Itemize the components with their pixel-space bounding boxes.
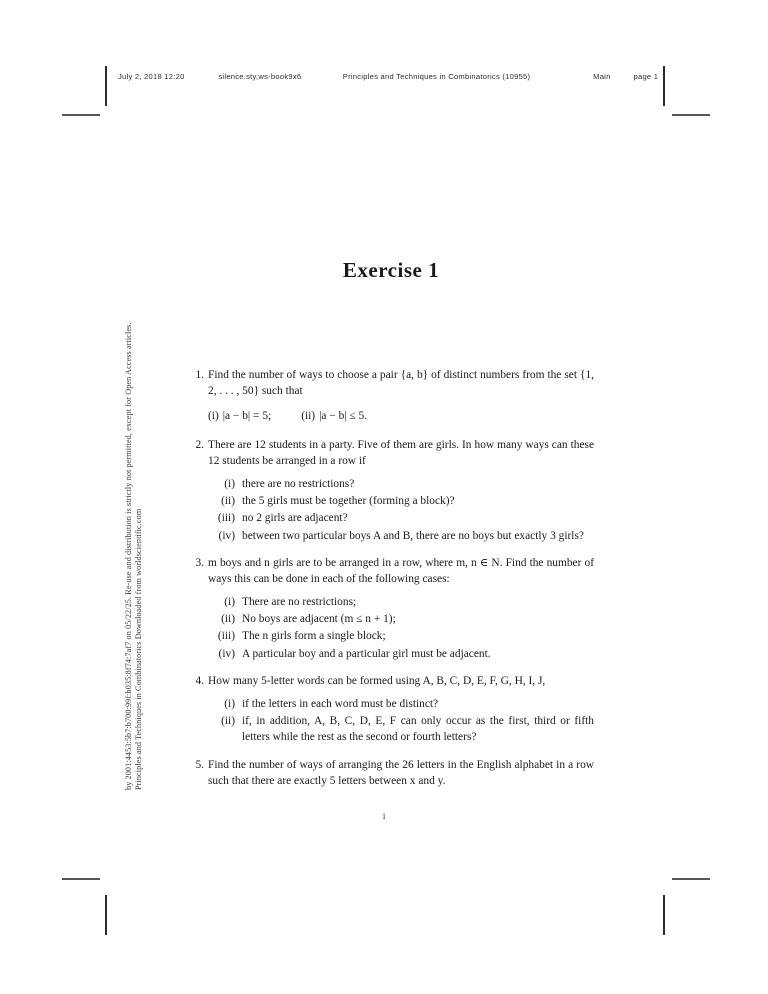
subpart-marker: (iii) xyxy=(217,512,235,525)
side-notice-line-1: Principles and Techniques in Combinatorics Downloaded from worldscientific.com xyxy=(134,508,143,790)
subpart-text: no 2 girls are adjacent? xyxy=(242,512,348,525)
header-section: Main xyxy=(593,72,611,81)
subpart-marker: (iv) xyxy=(218,529,235,542)
crop-mark-bottom-right-horizontal xyxy=(672,878,710,880)
header-date: July 2, 2018 12:20 xyxy=(118,72,185,81)
side-download-notice xyxy=(0,0,143,790)
crop-mark-top-left-horizontal xyxy=(62,114,100,116)
header-style-file: silence.sty,ws-book9x6 xyxy=(218,72,302,81)
problem-subpart-list xyxy=(208,408,594,425)
subpart-marker: (i) xyxy=(224,596,235,609)
crop-mark-top-right-vertical xyxy=(663,66,665,106)
problem-subpart xyxy=(301,408,367,424)
problem-number: 2. xyxy=(195,438,204,451)
subpart-marker: (ii) xyxy=(301,410,316,423)
subpart-marker: (ii) xyxy=(221,715,235,728)
problem-subpart-list xyxy=(208,476,594,544)
problem-item xyxy=(188,555,594,662)
subpart-text: There are no restrictions; xyxy=(242,596,357,609)
problem-list xyxy=(188,367,594,789)
subpart-text: A particular boy and a particular girl must be adjacent. xyxy=(242,647,491,660)
problem-subpart xyxy=(208,628,594,644)
problem-subpart xyxy=(208,510,594,526)
problem-subpart xyxy=(208,493,594,509)
subpart-text: No boys are adjacent (m ≤ n + 1); xyxy=(242,613,396,626)
problem-number: 4. xyxy=(195,674,204,687)
problem-subpart xyxy=(208,476,594,492)
subpart-text: |a − b| = 5; xyxy=(222,410,272,423)
subpart-marker: (ii) xyxy=(221,613,235,626)
problem-item xyxy=(188,673,594,746)
subpart-text: if, in addition, A, B, C, D, E, F can only occur as the first, third or fifth letters while the rest as the second or fourth letters? xyxy=(242,715,594,744)
subpart-marker: (iii) xyxy=(217,630,235,643)
problem-subpart xyxy=(208,713,594,745)
problem-number: 3. xyxy=(195,556,204,569)
problem-subpart xyxy=(208,528,594,544)
crop-mark-top-left-vertical xyxy=(105,66,107,106)
problem-number: 5. xyxy=(195,758,204,771)
side-notice-line-2: by 2001:4453:5b7:b700:99f:b035:8f74:7af7 on 05/22/25. Re-use and distribution is strictly not permitted, except for Open Access articles. xyxy=(124,322,133,790)
problem-subpart xyxy=(208,408,271,424)
page-title: Exercise 1 xyxy=(342,258,440,282)
subpart-marker: (iv) xyxy=(218,647,235,660)
running-header xyxy=(118,72,658,81)
problem-subpart xyxy=(208,594,594,610)
subpart-text: The n girls form a single block; xyxy=(242,630,386,643)
problem-subpart xyxy=(208,646,594,662)
problem-stem: Find the number of ways of arranging the 26 letters in the English alphabet in a row such that there are exactly 5 letters between x and y. xyxy=(208,758,594,787)
subpart-text: |a − b| ≤ 5. xyxy=(319,410,368,423)
problem-stem: m boys and n girls are to be arranged in a row, where m, n ∈ N. Find the number of ways this can be done in each of the following cases: xyxy=(208,556,594,585)
crop-mark-bottom-right-vertical xyxy=(663,895,665,935)
header-page-label: page 1 xyxy=(633,72,659,81)
problem-subpart xyxy=(208,611,594,627)
problem-stem: There are 12 students in a party. Five of them are girls. In how many ways can these 12 students be arranged in a row if xyxy=(208,438,594,467)
subpart-marker: (ii) xyxy=(221,495,235,508)
subpart-marker: (i) xyxy=(224,698,235,710)
crop-mark-top-right-horizontal xyxy=(672,114,710,116)
subpart-marker: (i) xyxy=(208,410,219,423)
problem-item xyxy=(188,367,594,426)
subpart-text: there are no restrictions? xyxy=(242,477,355,490)
problem-item xyxy=(188,757,594,789)
subpart-marker: (i) xyxy=(224,477,235,490)
problem-number: 1. xyxy=(195,369,204,381)
crop-mark-bottom-left-vertical xyxy=(105,895,107,935)
crop-mark-bottom-left-horizontal xyxy=(62,878,100,880)
problem-subpart xyxy=(208,696,594,712)
problem-subpart-list xyxy=(208,696,594,746)
header-book-title: Principles and Techniques in Combinatorics (10955) xyxy=(342,72,531,81)
page-body xyxy=(188,258,594,800)
subpart-text: between two particular boys A and B, there are no boys but exactly 3 girls? xyxy=(242,529,584,542)
problem-stem: How many 5-letter words can be formed using A, B, C, D, E, F, G, H, I, J, xyxy=(208,674,546,687)
problem-stem: Find the number of ways to choose a pair {a, b} of distinct numbers from the set {1, 2, . . . , 50} such that xyxy=(208,369,594,398)
problem-item xyxy=(188,437,594,544)
problem-subpart-list xyxy=(208,594,594,662)
folio-page-number: 1 xyxy=(382,812,386,821)
subpart-text: if the letters in each word must be distinct? xyxy=(242,698,439,710)
subpart-text: the 5 girls must be together (forming a block)? xyxy=(242,495,455,508)
